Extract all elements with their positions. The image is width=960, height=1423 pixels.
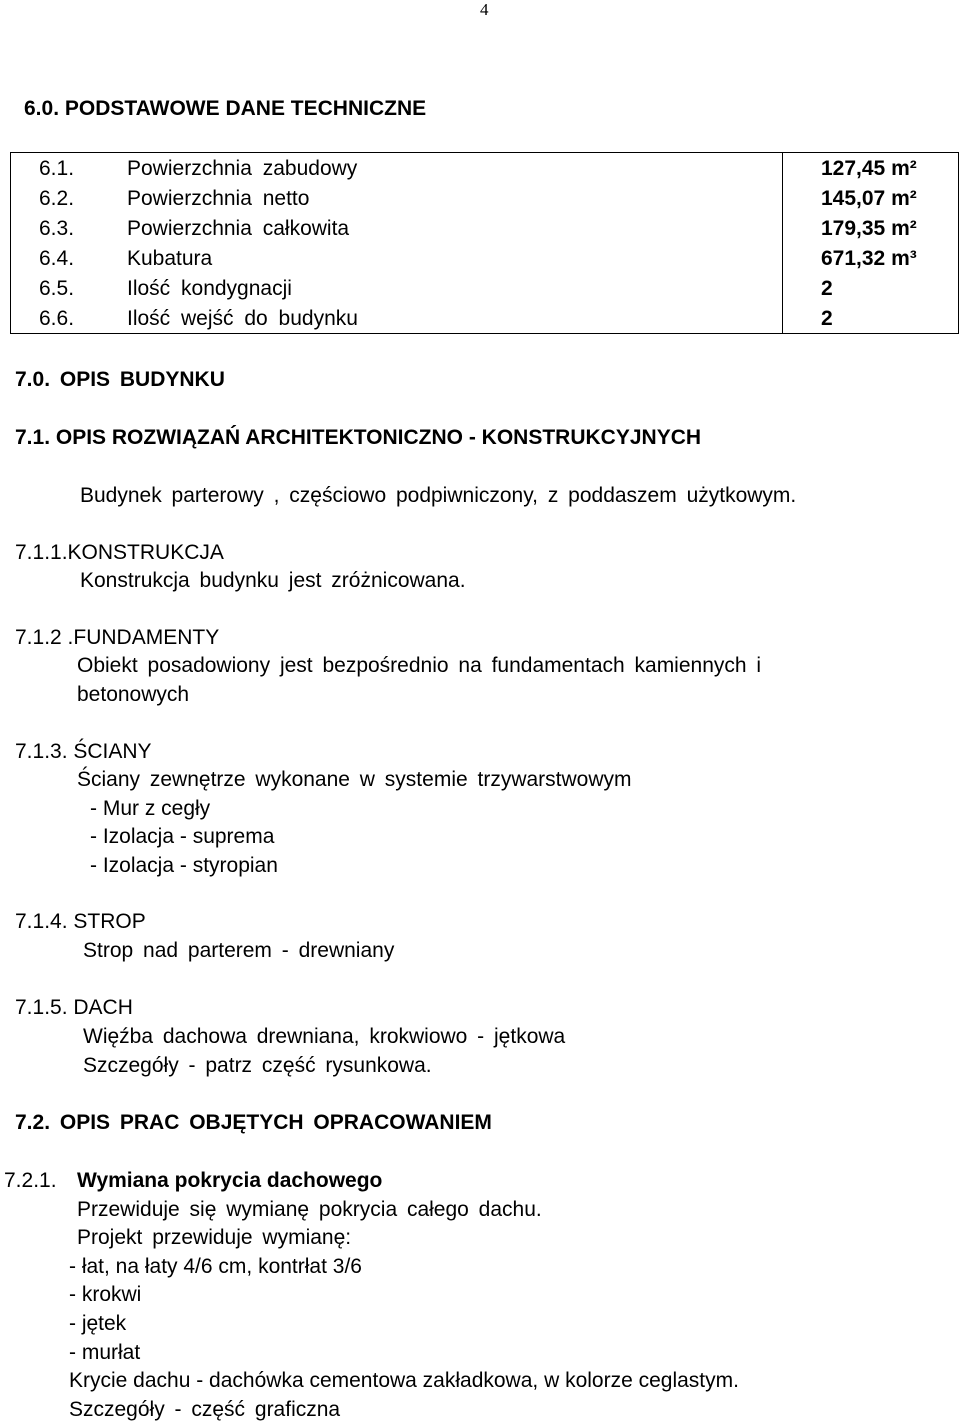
tech-row-number: 6.1. [11,153,124,184]
page-number: 4 [480,0,489,19]
tech-row-value: 671,32 m³ [783,243,959,273]
section-7-1-3-heading: 7.1.3. ŚCIANY [15,740,152,763]
section-7-1-4-text: Strop nad parterem - drewniany [83,939,395,962]
tech-row [11,303,959,334]
tech-row-label: Kubatura [123,243,783,273]
section-7-1-4-heading: 7.1.4. STROP [15,910,146,933]
replacement-item: - krokwi [69,1283,142,1306]
section-7-2-1-number: 7.2.1. [4,1169,57,1192]
tech-row-number: 6.6. [11,303,124,334]
section-7-2-heading: 7.2. OPIS PRAC OBJĘTYCH OPRACOWANIEM [15,1111,492,1134]
wall-layer-item: - Mur z cegły [90,797,211,820]
tech-row-value: 2 [783,303,959,334]
section-7-1-2-heading: 7.1.2 .FUNDAMENTY [15,626,220,649]
section-7-1-heading: 7.1. OPIS ROZWIĄZAŃ ARCHITEKTONICZNO - KONSTRUKCYJNYCH [15,426,702,449]
tech-row [11,183,959,213]
section-7-1-5-heading: 7.1.5. DACH [15,996,133,1019]
section-7-1-3-intro: Ściany zewnętrze wykonane w systemie trzywarstwowym [77,768,632,791]
replacement-item: - murłat [69,1341,141,1364]
section-7-1-1-heading: 7.1.1.KONSTRUKCJA [15,541,224,564]
tech-row [11,243,959,273]
section-7-2-1-title: Wymiana pokrycia dachowego [77,1169,383,1192]
wall-layer-item: - Izolacja - styropian [90,854,278,877]
tech-row [11,213,959,243]
section-7-1-2-line-1: Obiekt posadowiony jest bezpośrednio na fundamentach kamiennych i [77,654,762,677]
tech-row-value: 179,35 m² [783,213,959,243]
tech-row-number: 6.3. [11,213,124,243]
tech-row [11,153,959,184]
section-7-1-5-line-2: Szczegóły - patrz część rysunkowa. [83,1054,432,1077]
section-7-2-1-closing-2: Szczegóły - część graficzna [69,1398,341,1421]
tech-row-label: Powierzchnia zabudowy [123,153,783,184]
section-7-2-1-line: Przewiduje się wymianę pokrycia całego dachu. [77,1198,542,1221]
tech-row-label: Powierzchnia netto [123,183,783,213]
tech-row-value: 2 [783,273,959,303]
tech-row-value: 145,07 m² [783,183,959,213]
section-7-1-5-line-1: Więźba dachowa drewniana, krokwiowo - jętkowa [83,1025,566,1048]
tech-row-number: 6.2. [11,183,124,213]
tech-row-label: Ilość wejść do budynku [123,303,783,334]
tech-row [11,273,959,303]
tech-row-label: Powierzchnia całkowita [123,213,783,243]
section-7-2-1-line: Projekt przewiduje wymianę: [77,1226,352,1249]
technical-data-table [10,152,959,334]
replacement-item: - łat, na łaty 4/6 cm, kontrłat 3/6 [69,1255,362,1278]
section-7-1-1-text: Konstrukcja budynku jest zróżnicowana. [80,569,466,592]
section-7-1-2-line-2: betonowych [77,683,190,706]
section-7-1-intro: Budynek parterowy , częściowo podpiwniczony, z poddaszem użytkowym. [80,484,797,507]
tech-row-number: 6.5. [11,273,124,303]
tech-row-number: 6.4. [11,243,124,273]
section-7-heading: 7.0. OPIS BUDYNKU [15,368,225,391]
tech-row-label: Ilość kondygnacji [123,273,783,303]
replacement-item: - jętek [69,1312,127,1335]
section-7-2-1-closing-1: Krycie dachu - dachówka cementowa zakładkowa, w kolorze ceglastym. [69,1369,739,1392]
section-6-heading: 6.0. PODSTAWOWE DANE TECHNICZNE [24,97,427,120]
wall-layer-item: - Izolacja - suprema [90,825,275,848]
tech-row-value: 127,45 m² [783,153,959,184]
